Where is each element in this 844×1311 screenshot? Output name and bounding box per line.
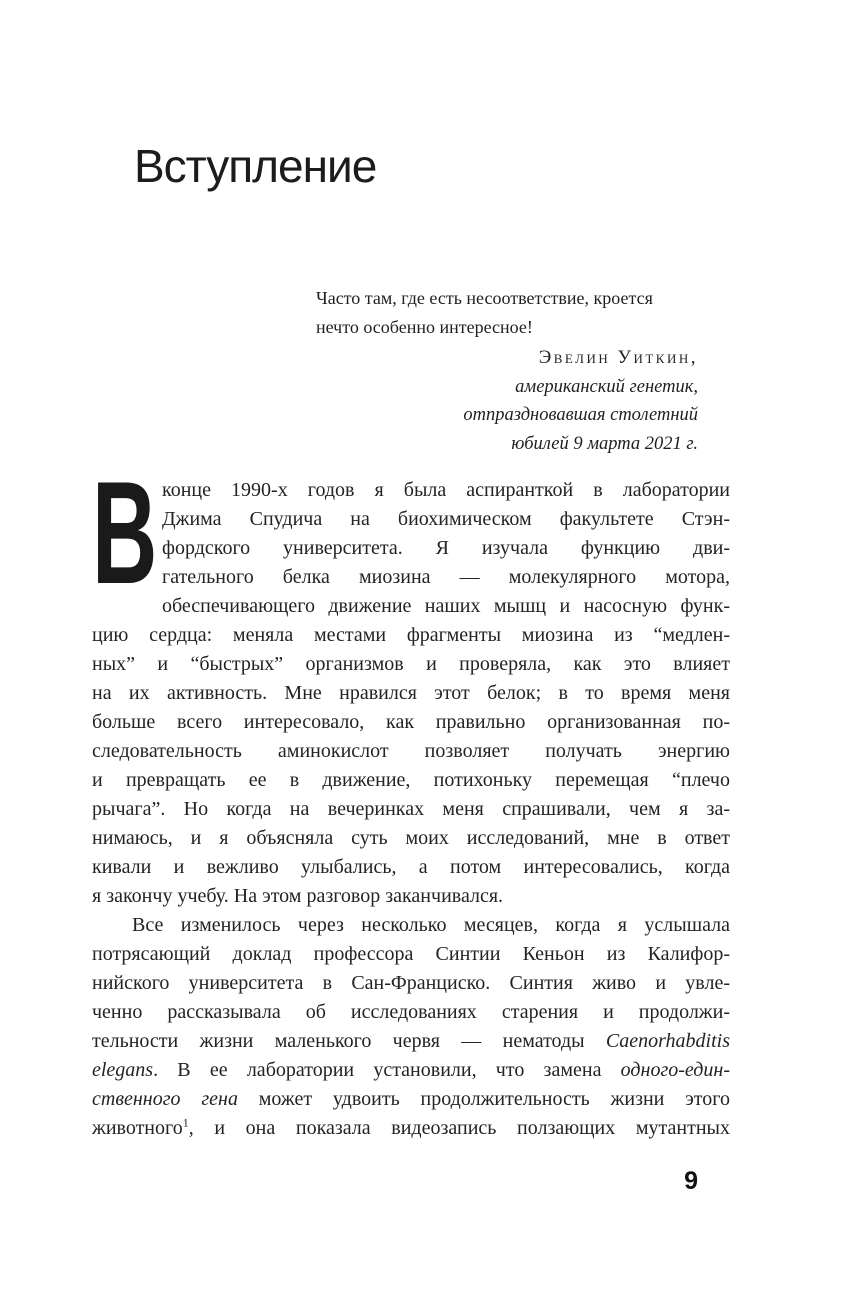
epigraph-attribution: [463, 344, 698, 458]
drop-cap: В: [92, 451, 158, 614]
body-line: следовательность аминокислот позволяет получать энергию: [92, 740, 730, 762]
body-line: на их активность. Мне нравился этот белок; в то время меня: [92, 682, 730, 704]
epigraph: [316, 284, 746, 342]
epigraph-line: нечто особенно интересное!: [316, 317, 533, 337]
attribution-details: [463, 373, 698, 459]
body-text: [92, 451, 730, 1143]
body-line: Все изменилось через несколько месяцев, когда я услышала: [132, 914, 730, 936]
attribution-line: юбилей 9 марта 2021 г.: [511, 433, 698, 454]
body-line: потрясающий доклад профессора Синтии Кеньон из Калифор-: [92, 943, 730, 965]
body-line: я закончу учебу. На этом разговор заканчивался.: [92, 885, 504, 907]
body-line: рычага”. Но когда на вечеринках меня спрашивали, чем я за-: [92, 798, 730, 820]
body-line: гательного белка миозина — молекулярного мотора,: [162, 566, 730, 588]
body-line: больше всего интересовало, как правильно организованная по-: [92, 711, 730, 733]
page-number: 9: [684, 1167, 698, 1195]
body-line: тельности жизни маленького червя — нематоды Caenorhabditis: [92, 1030, 730, 1052]
body-line: elegans. В ее лаборатории установили, что замена одного-един-: [92, 1059, 730, 1081]
epigraph-line: Часто там, где есть несоответствие, кроется: [316, 288, 653, 308]
body-line: фордского университета. Я изучала функцию дви-: [162, 537, 730, 559]
body-line: нийского университета в Сан-Франциско. Синтия живо и увле-: [92, 972, 730, 994]
body-line: ченно рассказывала об исследованиях старения и продолжи-: [92, 1001, 730, 1023]
attribution-line: отпраздновавшая столетний: [463, 405, 698, 425]
body-line: обеспечивающего движение наших мышц и насосную функ-: [162, 595, 730, 617]
body-line: кивали и вежливо улыбались, а потом интересовались, когда: [92, 856, 730, 878]
body-line: конце 1990-х годов я была аспиранткой в лаборатории: [162, 479, 730, 501]
body-line: ственного гена может удвоить продолжительность жизни этого: [92, 1088, 730, 1110]
body-line: нимаюсь, и я объясняла суть моих исследований, мне в ответ: [92, 827, 730, 849]
chapter-title: Вступление: [134, 140, 377, 192]
body-line: ных” и “быстрых” организмов и проверяла, как это влияет: [92, 653, 730, 675]
body-line: и превращать ее в движение, потихоньку перемещая “плечо: [92, 769, 730, 791]
attribution-line: американский генетик,: [515, 376, 698, 397]
body-line: Джима Спудича на биохимическом факультете Стэн-: [162, 508, 730, 530]
body-line: цию сердца: меняла местами фрагменты миозина из “медлен-: [92, 624, 730, 646]
body-line: животного$^1$, и она показала видеозапись ползающих мутантных: [92, 1115, 730, 1139]
attribution-name: Эвелин Уиткин,: [538, 347, 698, 368]
